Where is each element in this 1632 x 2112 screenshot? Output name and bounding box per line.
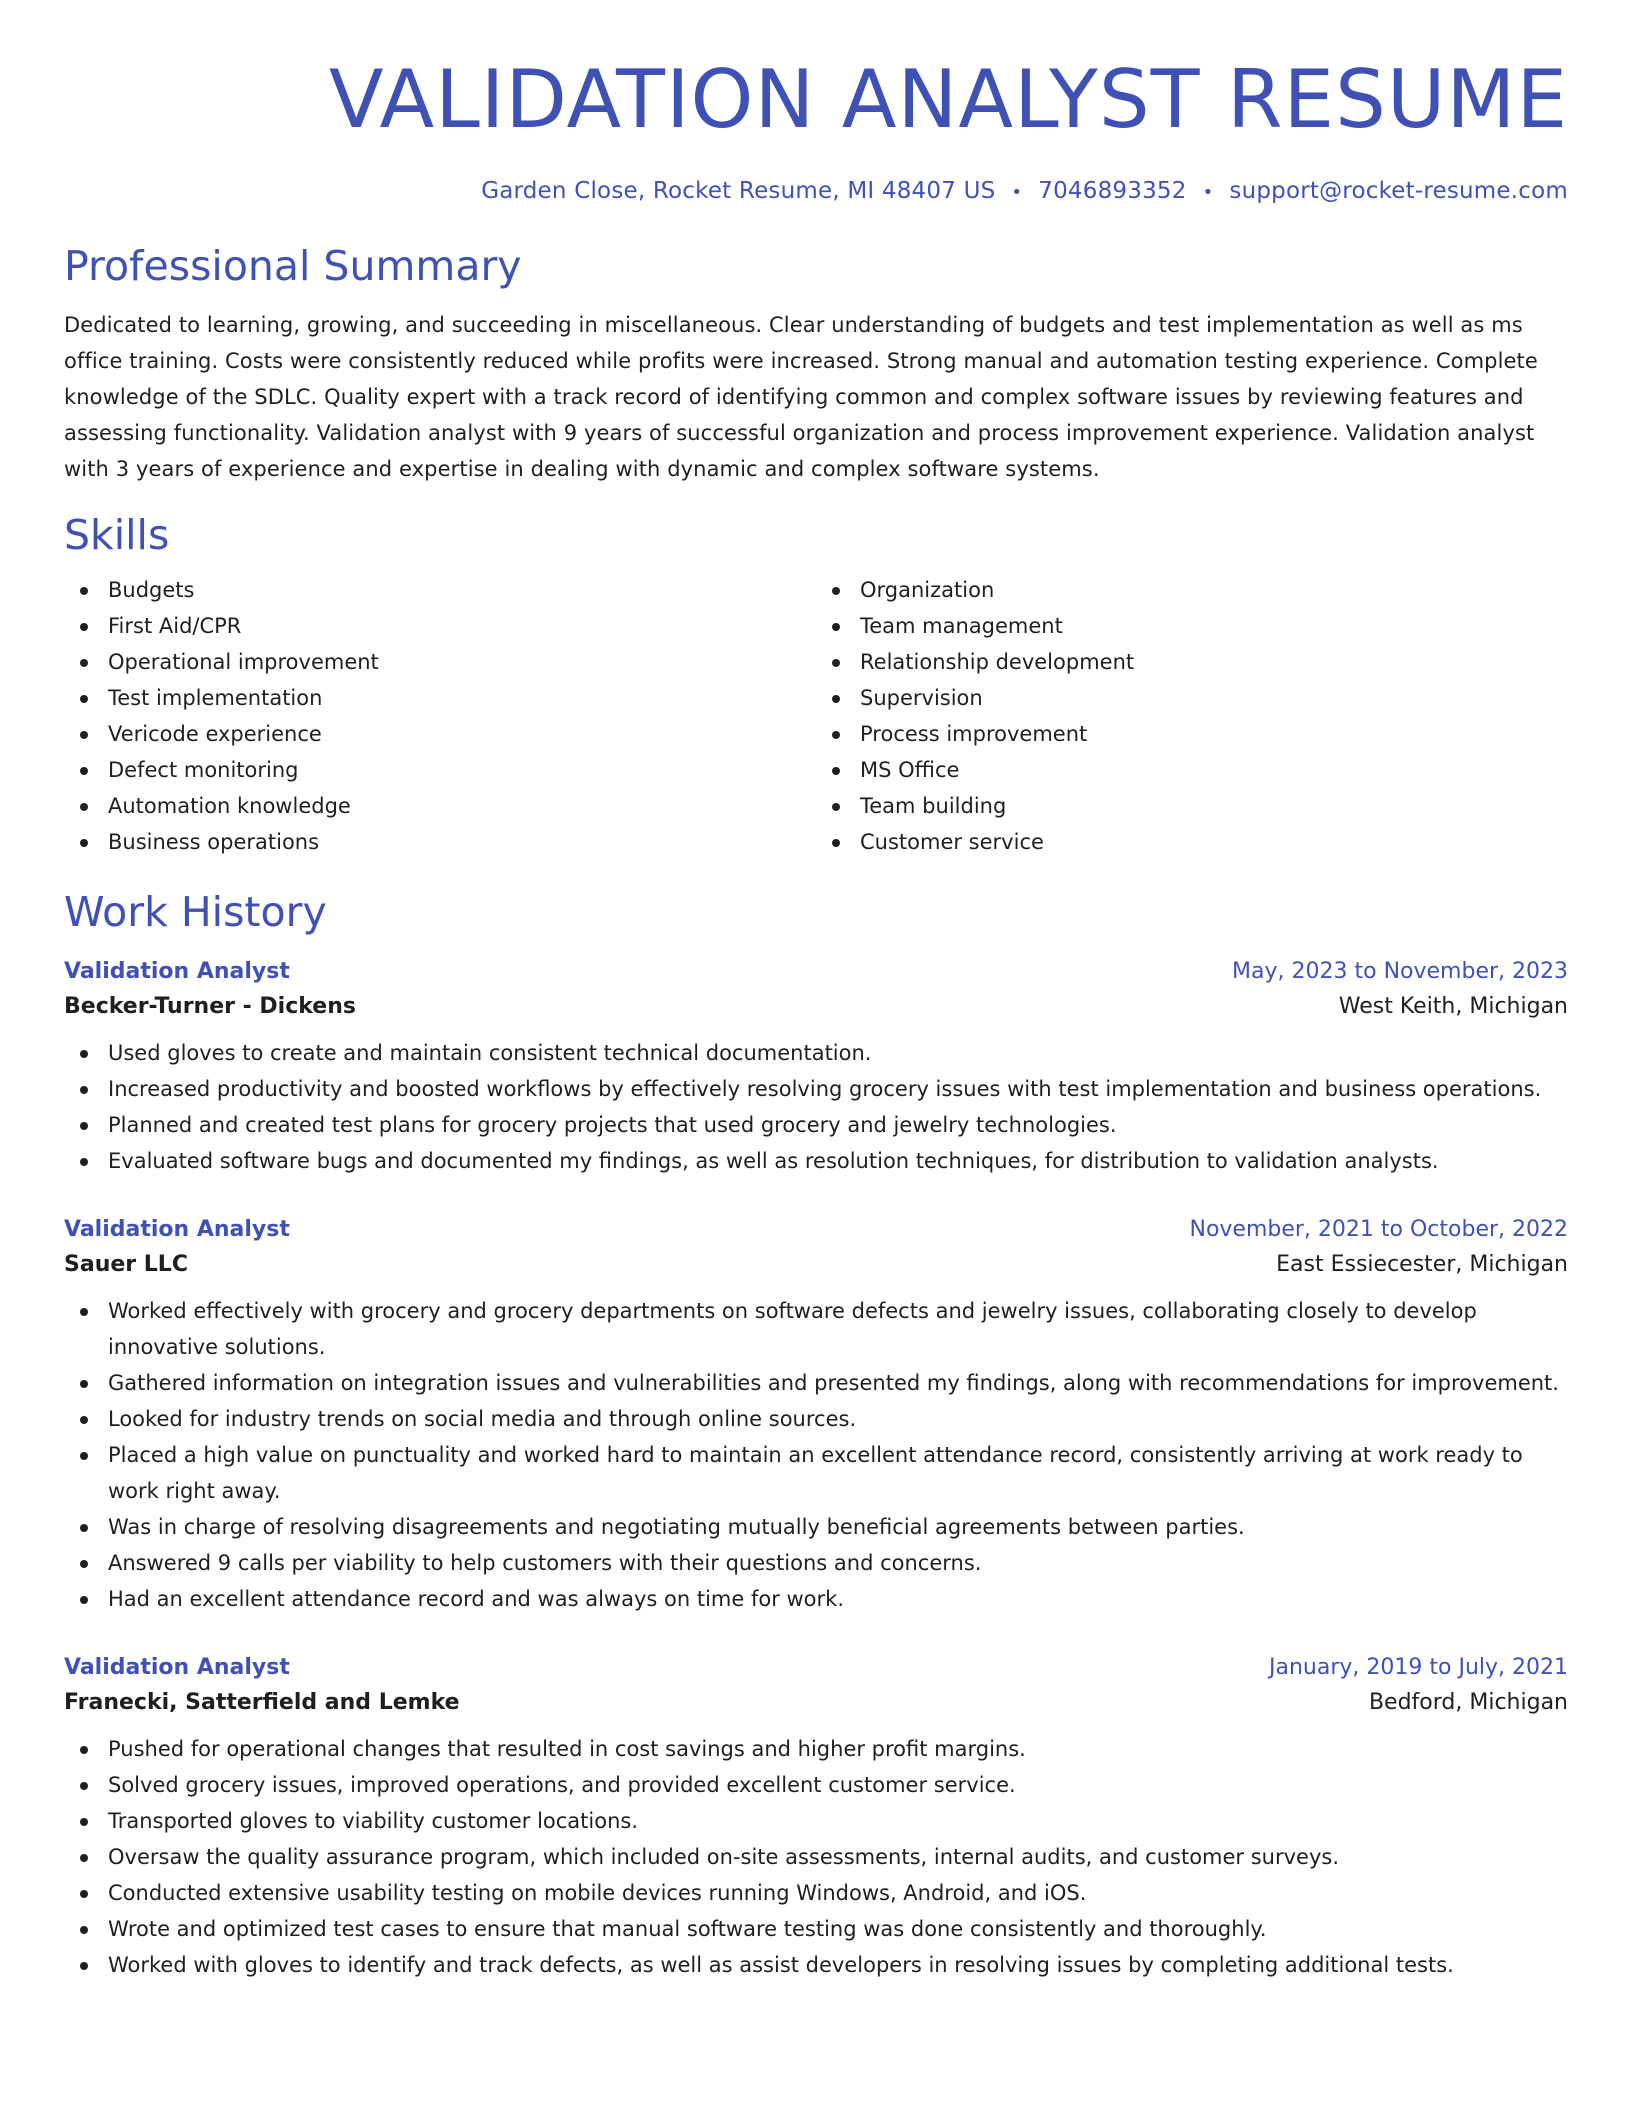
skill-item: Organization: [816, 572, 1568, 608]
job-bullets: [64, 1035, 1568, 1179]
contact-email: support@rocket-resume.com: [1229, 178, 1568, 204]
job-company: Franecki, Satterfield and Lemke: [64, 1690, 460, 1715]
skill-item: Supervision: [816, 680, 1568, 716]
job-bullet: Was in charge of resolving disagreements and negotiating mutually beneficial agreements between parties.: [64, 1509, 1568, 1545]
job-bullets: [64, 1293, 1568, 1617]
skill-item: Team management: [816, 608, 1568, 644]
skill-item: MS Office: [816, 752, 1568, 788]
job-bullet: Oversaw the quality assurance program, which included on-site assessments, internal audits, and customer surveys.: [64, 1839, 1568, 1875]
job-bullet: Gathered information on integration issues and vulnerabilities and presented my findings, along with recommendations for improvement.: [64, 1365, 1568, 1401]
skill-item: Automation knowledge: [64, 788, 816, 824]
contact-separator: •: [1011, 182, 1023, 203]
skill-item: Defect monitoring: [64, 752, 816, 788]
job-title: Validation Analyst: [64, 1655, 290, 1680]
job-company-row: [64, 1690, 1568, 1715]
job-bullet: Increased productivity and boosted workflows by effectively resolving grocery issues with test implementation and business operations.: [64, 1071, 1568, 1107]
job-header-row: [64, 959, 1568, 984]
job-title: Validation Analyst: [64, 959, 290, 984]
job-entry: [64, 1217, 1568, 1617]
skill-item: Customer service: [816, 824, 1568, 860]
contact-separator: •: [1202, 182, 1214, 203]
skill-item: Team building: [816, 788, 1568, 824]
job-company: Becker-Turner - Dickens: [64, 994, 356, 1019]
skills-grid: [64, 572, 1568, 860]
job-location: East Essiecester, Michigan: [1276, 1252, 1568, 1277]
job-location: Bedford, Michigan: [1368, 1690, 1568, 1715]
job-dates: January, 2019 to July, 2021: [1269, 1655, 1568, 1680]
contact-address: Garden Close, Rocket Resume, MI 48407 US: [481, 178, 996, 204]
contact-line: [64, 178, 1568, 204]
job-entry: [64, 1655, 1568, 1983]
skills-left-column: [64, 572, 816, 860]
job-bullet: Worked effectively with grocery and grocery departments on software defects and jewelry issues, collaborating closely to develop innovative solutions.: [64, 1293, 1568, 1365]
job-bullet: Conducted extensive usability testing on mobile devices running Windows, Android, and iOS.: [64, 1875, 1568, 1911]
work-history-heading: Work History: [64, 888, 327, 936]
skill-item: Process improvement: [816, 716, 1568, 752]
summary-text: Dedicated to learning, growing, and succeeding in miscellaneous. Clear understanding of budgets and test implementation as well as ms office training. Costs were consistently reduced while profits were increased. Strong manual and automation testing experience. Complete knowledge of the SDLC. Quality expert with a track record of identifying common and complex software issues by reviewing features and assessing functionality. Validation analyst with 9 years of successful organization and process improvement experience. Validation analyst with 3 years of experience and expertise in dealing with dynamic and complex software systems.: [64, 313, 1538, 481]
skills-heading: Skills: [64, 511, 170, 559]
skill-item: Business operations: [64, 824, 816, 860]
job-bullet: Evaluated software bugs and documented my findings, as well as resolution techniques, for distribution to validation analysts.: [64, 1143, 1568, 1179]
skill-item: Operational improvement: [64, 644, 816, 680]
job-bullets: [64, 1731, 1568, 1983]
job-company-row: [64, 994, 1568, 1019]
job-bullet: Pushed for operational changes that resulted in cost savings and higher profit margins.: [64, 1731, 1568, 1767]
job-bullet: Transported gloves to viability customer locations.: [64, 1803, 1568, 1839]
job-bullet: Planned and created test plans for grocery projects that used grocery and jewelry technologies.: [64, 1107, 1568, 1143]
skill-item: First Aid/CPR: [64, 608, 816, 644]
job-bullet: Looked for industry trends on social media and through online sources.: [64, 1401, 1568, 1437]
job-company-row: [64, 1252, 1568, 1277]
job-bullet: Wrote and optimized test cases to ensure that manual software testing was done consistently and thoroughly.: [64, 1911, 1568, 1947]
job-bullet: Placed a high value on punctuality and worked hard to maintain an excellent attendance record, consistently arriving at work ready to work right away.: [64, 1437, 1568, 1509]
job-bullet: Answered 9 calls per viability to help customers with their questions and concerns.: [64, 1545, 1568, 1581]
job-bullet: Had an excellent attendance record and was always on time for work.: [64, 1581, 1568, 1617]
job-title: Validation Analyst: [64, 1217, 290, 1242]
job-entry: [64, 959, 1568, 1179]
summary-heading: Professional Summary: [64, 242, 522, 290]
job-dates: November, 2021 to October, 2022: [1189, 1217, 1568, 1242]
job-header-row: [64, 1655, 1568, 1680]
skills-right-column: [816, 572, 1568, 860]
job-location: West Keith, Michigan: [1338, 994, 1568, 1019]
job-company: Sauer LLC: [64, 1252, 188, 1277]
job-bullet: Used gloves to create and maintain consistent technical documentation.: [64, 1035, 1568, 1071]
job-dates: May, 2023 to November, 2023: [1232, 959, 1568, 984]
skill-item: Budgets: [64, 572, 816, 608]
job-header-row: [64, 1217, 1568, 1242]
job-bullet: Worked with gloves to identify and track defects, as well as assist developers in resolving issues by completing additional tests.: [64, 1947, 1568, 1983]
resume-title: VALIDATION ANALYST RESUME: [328, 53, 1568, 146]
skill-item: Relationship development: [816, 644, 1568, 680]
skill-item: Vericode experience: [64, 716, 816, 752]
job-bullet: Solved grocery issues, improved operations, and provided excellent customer service.: [64, 1767, 1568, 1803]
skill-item: Test implementation: [64, 680, 816, 716]
contact-phone: 7046893352: [1038, 178, 1187, 204]
